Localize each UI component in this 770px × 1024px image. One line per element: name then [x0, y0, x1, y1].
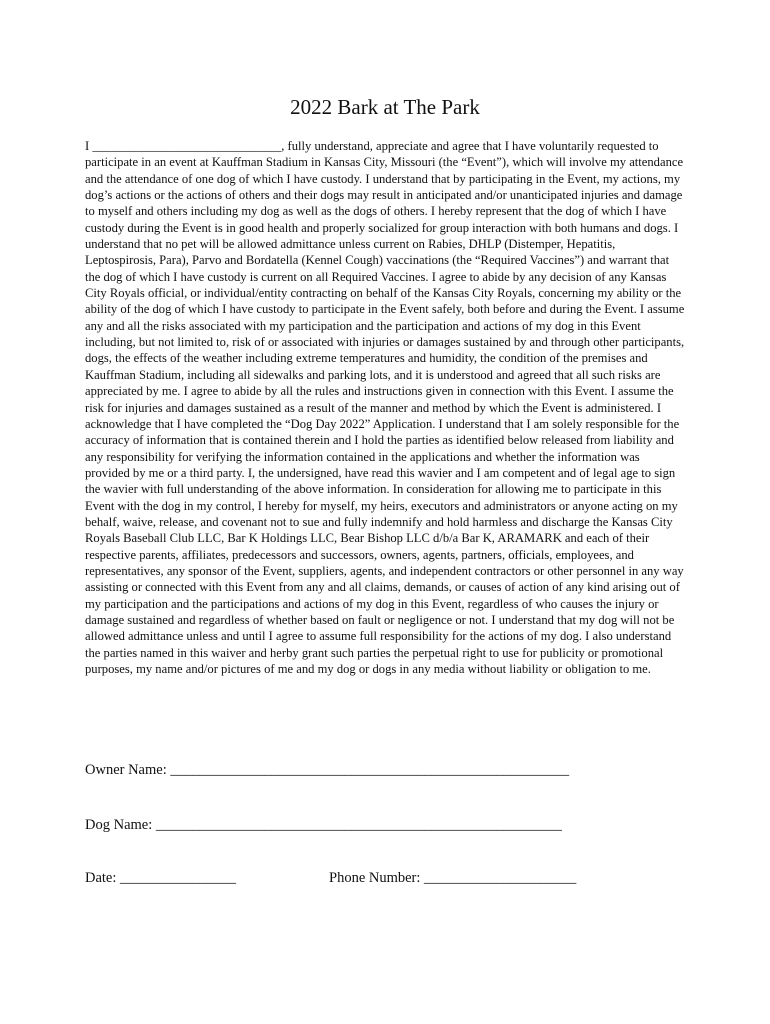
owner-name-field: Owner Name: _______________________________________________________ [85, 762, 570, 778]
dog-name-field: Dog Name: ________________________________________________________ [85, 817, 562, 833]
phone-number-field: Phone Number: _____________________ [329, 870, 577, 886]
document-title: 2022 Bark at The Park [290, 95, 480, 119]
date-field: Date: ________________ [85, 870, 237, 886]
waiver-paragraph: I ______________________________, fully understand, appreciate and agree that I have voluntarily requested to participate in an event at Kauffman Stadium in Kansas City, Missouri (the “Event”), which will involve my attendance and the attendance of one dog of which I have custody. I understand that by participating in the Event, my actions, my dog’s actions or the actions of others and their dogs may result in anticipated and/or unanticipated injuries and damage to myself and others including my dog as well as the dogs of others. I hereby represent that the dog of which I have custody during the Event is in good health and properly socialized for group interaction with both humans and dogs. I understand that no pet will be allowed admittance unless current on Rabies, DHLP (Distemper, Hepatitis, Leptospirosis, Para), Parvo and Bordatella (Kennel Cough) vaccinations (the “Required Vaccines”) and warrant that the dog of which I have custody is current on all Required Vaccines. I agree to abide by any decision of any Kansas City Royals official, or individual/entity contracting on behalf of the Kansas City Royals, concerning my ability or the ability of the dog of which I have custody to participate in the Event safely, both before and during the Event. I assume any and all the risks associated with my participation and the participation and actions of my dog in this Event including, but not limited to, risk of or associated with injuries or damages sustained by and through other participants, dogs, the effects of the weather including extreme temperatures and humidity, the condition of the premises and Kauffman Stadium, including all sidewalks and parking lots, and it is understood and agreed that all such risks are appreciated by me. I agree to abide by all the rules and instructions given in connection with this Event. I assume the risk for injuries and damages sustained as a result of the manner and method by which the Event is administered. I acknowledge that I have completed the “Dog Day 2022” Application. I understand that I am solely responsible for the accuracy of information that is contained therein and I hold the parties as identified below released from liability and any responsibility for verifying the information contained in the applications and whether the information was provided by me or a third party. I, the undersigned, have read this wavier and I am competent and of legal age to sign the wavier with full understanding of the above information. In consideration for allowing me to participate in this Event with the dog in my control, I hereby for myself, my heirs, executors and administrators or anyone acting on my behalf, waive, release, and covenant not to sue and fully indemnify and hold harmless and discharge the Kansas City Royals Baseball Club LLC, Bar K Holdings LLC, Bear Bishop LLC d/b/a Bar K, ARAMARK and each of their respective parents, affiliates, predecessors and successors, owners, agents, partners, officials, employees, and representatives, any sponsor of the Event, suppliers, agents, and independent contractors or other personnel in any way assisting or connected with this Event from any and all claims, demands, or causes of action of any kind arising out of my participation and the participations and actions of my dog in this Event, regardless of who causes the injury or damage sustained and regardless of whether based on fault or negligence or not. I understand that my dog will not be allowed admittance unless and until I agree to assume full responsibility for the actions of my dog. I also understand the parties named in this waiver and herby grant such parties the perpetual right to use for publicity or promotional purposes, my name and/or pictures of me and my dog or dogs in any media without liability or obligation to me. [85, 139, 685, 676]
